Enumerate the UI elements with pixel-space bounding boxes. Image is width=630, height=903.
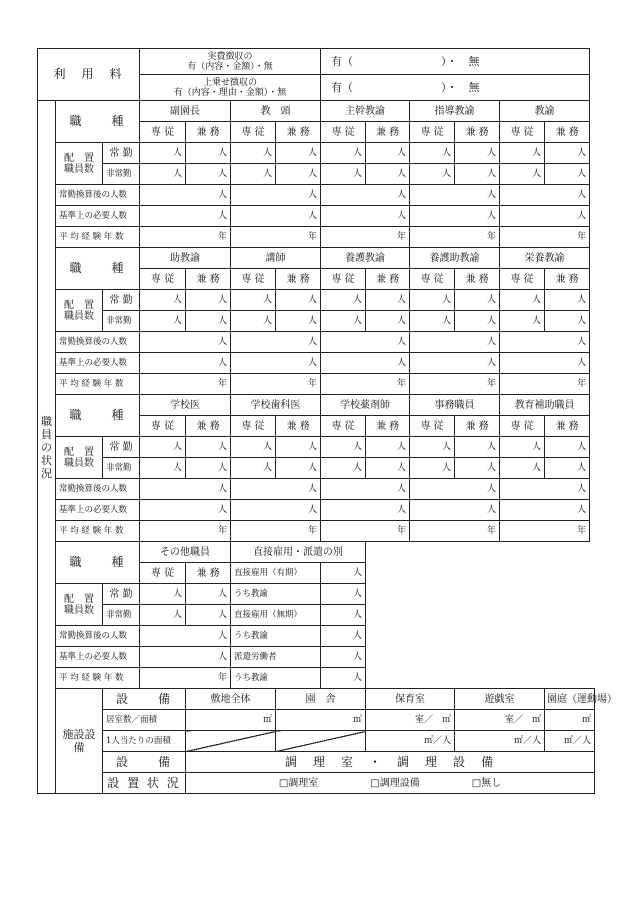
role-header: 教育補助職員 xyxy=(500,395,590,416)
haichi-label-line: 職員数 xyxy=(64,163,94,175)
jokin-label: 常 勤 xyxy=(103,143,140,164)
parttime-count-input[interactable]: 人 xyxy=(545,311,590,332)
avg-experience-years-input[interactable]: 年 xyxy=(410,374,500,395)
parttime-count-input[interactable]: 人 xyxy=(140,458,186,479)
senju-header: 専 従 xyxy=(321,122,366,143)
avg-experience-years-input[interactable]: 年 xyxy=(140,227,231,248)
fulltime-count-input[interactable]: 人 xyxy=(545,290,590,311)
fulltime-count-input[interactable]: 人 xyxy=(545,143,590,164)
parttime-label: 非常勤 xyxy=(103,311,140,332)
direct-fixed-label: 直接雇用（有期） xyxy=(231,563,321,584)
staff-required-count-label: 基準上の必要人数 xyxy=(56,500,140,521)
parttime-count-input[interactable]: 人 xyxy=(276,458,321,479)
haichi-label xyxy=(56,143,103,185)
staff-converted-count-label: 常勤換算後の人数 xyxy=(56,626,140,647)
parttime-count-input[interactable]: 人 xyxy=(545,458,590,479)
fulltime-count-input[interactable]: 人 xyxy=(186,584,231,605)
fulltime-count-input[interactable]: 人 xyxy=(276,437,321,458)
staff-converted-count-label: 常勤換算後の人数 xyxy=(56,332,140,353)
senju-header: 専 従 xyxy=(140,122,186,143)
jokin-label: 常 勤 xyxy=(103,437,140,458)
staff-required-count-input[interactable]: 人 xyxy=(500,206,590,227)
staff-converted-count-input[interactable]: 人 xyxy=(410,332,500,353)
role-header: 事務職員 xyxy=(410,395,500,416)
fulltime-count-input[interactable]: 人 xyxy=(321,143,366,164)
area-input[interactable]: 室／ ㎡ xyxy=(455,710,545,731)
staff-required-count-input[interactable]: 人 xyxy=(140,500,231,521)
area-input[interactable]: ㎡ xyxy=(186,710,276,731)
rooms-area-label: 居室数／面積 xyxy=(103,710,186,731)
job-type-label: 職 種 xyxy=(56,395,140,437)
haichi-label-line: 配 置 xyxy=(64,446,94,458)
senju-header: 専 従 xyxy=(410,122,455,143)
parttime-count-input[interactable]: 人 xyxy=(500,164,545,185)
of-which-teachers-input[interactable]: 人 xyxy=(321,668,366,689)
fulltime-count-input[interactable]: 人 xyxy=(321,290,366,311)
haichi-label xyxy=(56,437,103,479)
staff-required-count-input[interactable]: 人 xyxy=(321,500,410,521)
staff-converted-count-input[interactable]: 人 xyxy=(231,479,321,500)
kenmu-header: 兼 務 xyxy=(186,563,231,584)
kenmu-header: 兼 務 xyxy=(186,269,231,290)
fulltime-count-input[interactable]: 人 xyxy=(231,143,276,164)
parttime-count-input[interactable]: 人 xyxy=(186,164,231,185)
staff-required-count-input[interactable]: 人 xyxy=(410,353,500,374)
role-header: 主幹教諭 xyxy=(321,101,410,122)
parttime-count-input[interactable]: 人 xyxy=(366,311,410,332)
per-person-area-input[interactable]: ㎡／人 xyxy=(366,731,455,752)
staff-required-count-label: 基準上の必要人数 xyxy=(56,353,140,374)
kindergarten-form-table xyxy=(37,48,618,794)
per-person-area-input[interactable]: ㎡／人 xyxy=(545,731,595,752)
role-header: 学校医 xyxy=(140,395,231,416)
kenmu-header: 兼 務 xyxy=(186,416,231,437)
installation-status-options xyxy=(186,773,595,794)
area-input[interactable]: ㎡ xyxy=(276,710,366,731)
avg-experience-years-input[interactable]: 年 xyxy=(500,227,590,248)
staff-required-count-input[interactable]: 人 xyxy=(500,500,590,521)
avg-experience-years-input[interactable]: 年 xyxy=(140,668,231,689)
fulltime-count-input[interactable]: 人 xyxy=(231,437,276,458)
haichi-label-line: 職員数 xyxy=(64,457,94,469)
senju-header: 専 従 xyxy=(140,416,186,437)
haichi-label-line: 配 置 xyxy=(64,152,94,164)
empty-area xyxy=(366,542,590,689)
avg-experience-years-label: 平 均 経 験 年 数 xyxy=(56,227,140,248)
direct-open-label: 直接雇用（無期） xyxy=(231,605,321,626)
staff-required-count-input[interactable]: 人 xyxy=(410,206,500,227)
parttime-count-input[interactable]: 人 xyxy=(366,164,410,185)
fulltime-count-input[interactable]: 人 xyxy=(186,143,231,164)
parttime-count-input[interactable]: 人 xyxy=(231,164,276,185)
facility-section-label: 施設設備 xyxy=(56,689,103,794)
status-checkbox[interactable]: □調理設備 xyxy=(370,777,420,789)
avg-experience-years-input[interactable]: 年 xyxy=(231,521,321,542)
of-which-teachers-label: うち教諭 xyxy=(231,584,321,605)
area-input[interactable]: 室／ ㎡ xyxy=(366,710,455,731)
status-checkbox[interactable]: □無し xyxy=(471,777,502,789)
kitchen-header: 調 理 室 ・ 調 理 設 備 xyxy=(186,752,595,773)
parttime-count-input[interactable]: 人 xyxy=(500,458,545,479)
per-person-area-input[interactable]: ㎡／人 xyxy=(455,731,545,752)
role-header: 講師 xyxy=(231,248,321,269)
fulltime-count-input[interactable]: 人 xyxy=(455,290,500,311)
kenmu-header: 兼 務 xyxy=(276,269,321,290)
staff-converted-count-input[interactable]: 人 xyxy=(321,185,410,206)
avg-experience-years-input[interactable]: 年 xyxy=(140,521,231,542)
role-header: 養護助教諭 xyxy=(410,248,500,269)
fulltime-count-input[interactable]: 人 xyxy=(366,290,410,311)
kenmu-header: 兼 務 xyxy=(545,122,590,143)
parttime-count-input[interactable]: 人 xyxy=(455,458,500,479)
staff-converted-count-input[interactable]: 人 xyxy=(321,332,410,353)
avg-experience-years-input[interactable]: 年 xyxy=(321,227,410,248)
parttime-count-input[interactable]: 人 xyxy=(500,311,545,332)
fee-actual-label xyxy=(140,49,321,75)
diagonal-cell xyxy=(186,731,276,752)
staff-converted-count-input[interactable]: 人 xyxy=(500,185,590,206)
staff-required-count-input[interactable]: 人 xyxy=(140,206,231,227)
staff-converted-count-input[interactable]: 人 xyxy=(140,332,231,353)
fulltime-count-input[interactable]: 人 xyxy=(500,143,545,164)
job-type-label: 職 種 xyxy=(56,542,140,584)
fulltime-count-input[interactable]: 人 xyxy=(186,290,231,311)
kenmu-header: 兼 務 xyxy=(455,269,500,290)
staff-converted-count-label: 常勤換算後の人数 xyxy=(56,185,140,206)
staff-required-count-input[interactable]: 人 xyxy=(231,353,321,374)
staff-required-count-input[interactable]: 人 xyxy=(140,353,231,374)
installation-status-label: 設 置 状 況 xyxy=(103,773,186,794)
parttime-label: 非常勤 xyxy=(103,164,140,185)
fulltime-count-input[interactable]: 人 xyxy=(186,437,231,458)
role-header: 副園長 xyxy=(140,101,231,122)
haichi-label-line: 職員数 xyxy=(64,604,94,616)
staff-required-count-input[interactable]: 人 xyxy=(321,353,410,374)
parttime-count-input[interactable]: 人 xyxy=(321,311,366,332)
role-header: 学校歯科医 xyxy=(231,395,321,416)
kenmu-header: 兼 務 xyxy=(366,416,410,437)
role-header: 学校薬剤師 xyxy=(321,395,410,416)
parttime-count-input[interactable]: 人 xyxy=(140,311,186,332)
facility-column-header: 保育室 xyxy=(366,689,455,710)
parttime-count-input[interactable]: 人 xyxy=(276,311,321,332)
staff-converted-count-label: 常勤換算後の人数 xyxy=(56,479,140,500)
avg-experience-years-input[interactable]: 年 xyxy=(321,374,410,395)
haichi-label-line: 配 置 xyxy=(64,299,94,311)
senju-header: 専 従 xyxy=(500,122,545,143)
parttime-count-input[interactable]: 人 xyxy=(276,164,321,185)
fulltime-count-input[interactable]: 人 xyxy=(500,437,545,458)
avg-experience-years-label: 平 均 経 験 年 数 xyxy=(56,521,140,542)
role-header: 教諭 xyxy=(500,101,590,122)
fulltime-count-input[interactable]: 人 xyxy=(321,437,366,458)
avg-experience-years-label: 平 均 経 験 年 数 xyxy=(56,374,140,395)
role-header: 助教諭 xyxy=(140,248,231,269)
senju-header: 専 従 xyxy=(231,122,276,143)
parttime-count-input[interactable]: 人 xyxy=(186,605,231,626)
parttime-count-input[interactable]: 人 xyxy=(231,458,276,479)
per-person-area-label: 1人当たりの面積 xyxy=(103,731,186,752)
jokin-label: 常 勤 xyxy=(103,290,140,311)
kenmu-header: 兼 務 xyxy=(186,122,231,143)
staff-required-count-input[interactable]: 人 xyxy=(140,647,231,668)
direct-dispatch-header: 直接雇用・派遣の別 xyxy=(231,542,366,563)
dispatch-input[interactable]: 人 xyxy=(321,647,366,668)
staff-section-label: 職員の状況 xyxy=(38,101,56,794)
fulltime-count-input[interactable]: 人 xyxy=(366,437,410,458)
avg-experience-years-input[interactable]: 年 xyxy=(321,521,410,542)
kenmu-header: 兼 務 xyxy=(366,122,410,143)
fee-actual-label-line: 実費徴収の xyxy=(207,51,253,62)
staff-required-count-input[interactable]: 人 xyxy=(321,206,410,227)
facility-column-header: 園庭（運動場） xyxy=(545,689,595,710)
parttime-count-input[interactable]: 人 xyxy=(186,311,231,332)
fulltime-count-input[interactable]: 人 xyxy=(545,437,590,458)
facility-column-header: 敷地全体 xyxy=(186,689,276,710)
diagonal-cell xyxy=(276,731,366,752)
role-header: その他職員 xyxy=(140,542,231,563)
kenmu-header: 兼 務 xyxy=(545,416,590,437)
senju-header: 専 従 xyxy=(140,269,186,290)
avg-experience-years-input[interactable]: 年 xyxy=(231,227,321,248)
fulltime-count-input[interactable]: 人 xyxy=(366,143,410,164)
fulltime-count-input[interactable]: 人 xyxy=(500,290,545,311)
parttime-count-input[interactable]: 人 xyxy=(140,605,186,626)
kenmu-header: 兼 務 xyxy=(276,416,321,437)
kenmu-header: 兼 務 xyxy=(545,269,590,290)
staff-converted-count-input[interactable]: 人 xyxy=(321,479,410,500)
fee-actual-value[interactable]: 有（ ）・ 無 xyxy=(321,49,590,75)
staff-converted-count-input[interactable]: 人 xyxy=(410,479,500,500)
senju-header: 専 従 xyxy=(410,269,455,290)
fee-label: 利 用 料 xyxy=(38,49,140,101)
senju-header: 専 従 xyxy=(231,416,276,437)
staff-converted-count-input[interactable]: 人 xyxy=(500,479,590,500)
direct-open-input[interactable]: 人 xyxy=(321,605,366,626)
role-header: 教 頭 xyxy=(231,101,321,122)
parttime-count-input[interactable]: 人 xyxy=(186,458,231,479)
fulltime-count-input[interactable]: 人 xyxy=(140,290,186,311)
jokin-label: 常 勤 xyxy=(103,584,140,605)
fulltime-count-input[interactable]: 人 xyxy=(140,584,186,605)
parttime-label: 非常勤 xyxy=(103,458,140,479)
staff-converted-count-input[interactable]: 人 xyxy=(231,332,321,353)
staff-converted-count-input[interactable]: 人 xyxy=(140,626,231,647)
direct-fixed-input[interactable]: 人 xyxy=(321,563,366,584)
of-which-teachers-label: うち教諭 xyxy=(231,626,321,647)
kenmu-header: 兼 務 xyxy=(455,416,500,437)
fee-actual-label-line: 有（内容・金額）・無 xyxy=(187,61,273,72)
senju-header: 専 従 xyxy=(231,269,276,290)
status-checkbox[interactable]: □調理室 xyxy=(278,777,319,789)
avg-experience-years-input[interactable]: 年 xyxy=(231,374,321,395)
staff-required-count-label: 基準上の必要人数 xyxy=(56,647,140,668)
haichi-label-line: 配 置 xyxy=(64,593,94,605)
role-header: 養護教諭 xyxy=(321,248,410,269)
staff-converted-count-input[interactable]: 人 xyxy=(500,332,590,353)
parttime-count-input[interactable]: 人 xyxy=(321,164,366,185)
staff-converted-count-input[interactable]: 人 xyxy=(231,185,321,206)
role-header: 栄養教諭 xyxy=(500,248,590,269)
parttime-count-input[interactable]: 人 xyxy=(140,164,186,185)
senju-header: 専 従 xyxy=(500,416,545,437)
parttime-count-input[interactable]: 人 xyxy=(455,164,500,185)
avg-experience-years-input[interactable]: 年 xyxy=(410,227,500,248)
of-which-teachers-label: うち教諭 xyxy=(231,668,321,689)
fulltime-count-input[interactable]: 人 xyxy=(140,437,186,458)
fulltime-count-input[interactable]: 人 xyxy=(276,143,321,164)
parttime-count-input[interactable]: 人 xyxy=(545,164,590,185)
haichi-label xyxy=(56,290,103,332)
fee-extra-label-line: 上乗せ徴収の xyxy=(203,77,258,88)
job-type-label: 職 種 xyxy=(56,101,140,143)
kenmu-header: 兼 務 xyxy=(366,269,410,290)
staff-required-count-input[interactable]: 人 xyxy=(231,500,321,521)
avg-experience-years-input[interactable]: 年 xyxy=(140,374,231,395)
fee-extra-label-line: 有（内容・理由・金額）・無 xyxy=(173,87,287,98)
parttime-label: 非常勤 xyxy=(103,605,140,626)
fee-extra-label xyxy=(140,75,321,101)
fulltime-count-input[interactable]: 人 xyxy=(140,143,186,164)
kenmu-header: 兼 務 xyxy=(455,122,500,143)
avg-experience-years-input[interactable]: 年 xyxy=(410,521,500,542)
staff-converted-count-input[interactable]: 人 xyxy=(410,185,500,206)
facility-column-header: 遊戯室 xyxy=(455,689,545,710)
parttime-count-input[interactable]: 人 xyxy=(410,311,455,332)
facility-column-header: 園 舎 xyxy=(276,689,366,710)
role-header: 指導教諭 xyxy=(410,101,500,122)
dispatch-label: 派遣労働者 xyxy=(231,647,321,668)
parttime-count-input[interactable]: 人 xyxy=(321,458,366,479)
fulltime-count-input[interactable]: 人 xyxy=(410,290,455,311)
parttime-count-input[interactable]: 人 xyxy=(455,311,500,332)
fulltime-count-input[interactable]: 人 xyxy=(410,143,455,164)
staff-required-count-label: 基準上の必要人数 xyxy=(56,206,140,227)
senju-header: 専 従 xyxy=(500,269,545,290)
staff-converted-count-input[interactable]: 人 xyxy=(140,479,231,500)
parttime-count-input[interactable]: 人 xyxy=(231,311,276,332)
senju-header: 専 従 xyxy=(321,416,366,437)
parttime-count-input[interactable]: 人 xyxy=(410,164,455,185)
kenmu-header: 兼 務 xyxy=(276,122,321,143)
facility-header-label: 設 備 xyxy=(103,689,186,710)
area-input[interactable]: ㎡ xyxy=(545,710,595,731)
job-type-label: 職 種 xyxy=(56,248,140,290)
of-which-teachers-input[interactable]: 人 xyxy=(321,626,366,647)
staff-converted-count-input[interactable]: 人 xyxy=(140,185,231,206)
avg-experience-years-input[interactable]: 年 xyxy=(500,521,590,542)
avg-experience-years-label: 平 均 経 験 年 数 xyxy=(56,668,140,689)
fulltime-count-input[interactable]: 人 xyxy=(455,143,500,164)
staff-required-count-input[interactable]: 人 xyxy=(410,500,500,521)
fulltime-count-input[interactable]: 人 xyxy=(276,290,321,311)
fee-extra-value[interactable]: 有（ ）・ 無 xyxy=(321,75,590,101)
haichi-label-line: 職員数 xyxy=(64,310,94,322)
senju-header: 専 従 xyxy=(410,416,455,437)
senju-header: 専 従 xyxy=(140,563,186,584)
senju-header: 専 従 xyxy=(321,269,366,290)
fulltime-count-input[interactable]: 人 xyxy=(455,437,500,458)
facility-header-label: 設 備 xyxy=(103,752,186,773)
haichi-label xyxy=(56,584,103,626)
parttime-count-input[interactable]: 人 xyxy=(410,458,455,479)
staff-required-count-input[interactable]: 人 xyxy=(231,206,321,227)
parttime-count-input[interactable]: 人 xyxy=(366,458,410,479)
of-which-teachers-input[interactable]: 人 xyxy=(321,584,366,605)
fulltime-count-input[interactable]: 人 xyxy=(231,290,276,311)
avg-experience-years-input[interactable]: 年 xyxy=(500,374,590,395)
fulltime-count-input[interactable]: 人 xyxy=(410,437,455,458)
staff-required-count-input[interactable]: 人 xyxy=(500,353,590,374)
